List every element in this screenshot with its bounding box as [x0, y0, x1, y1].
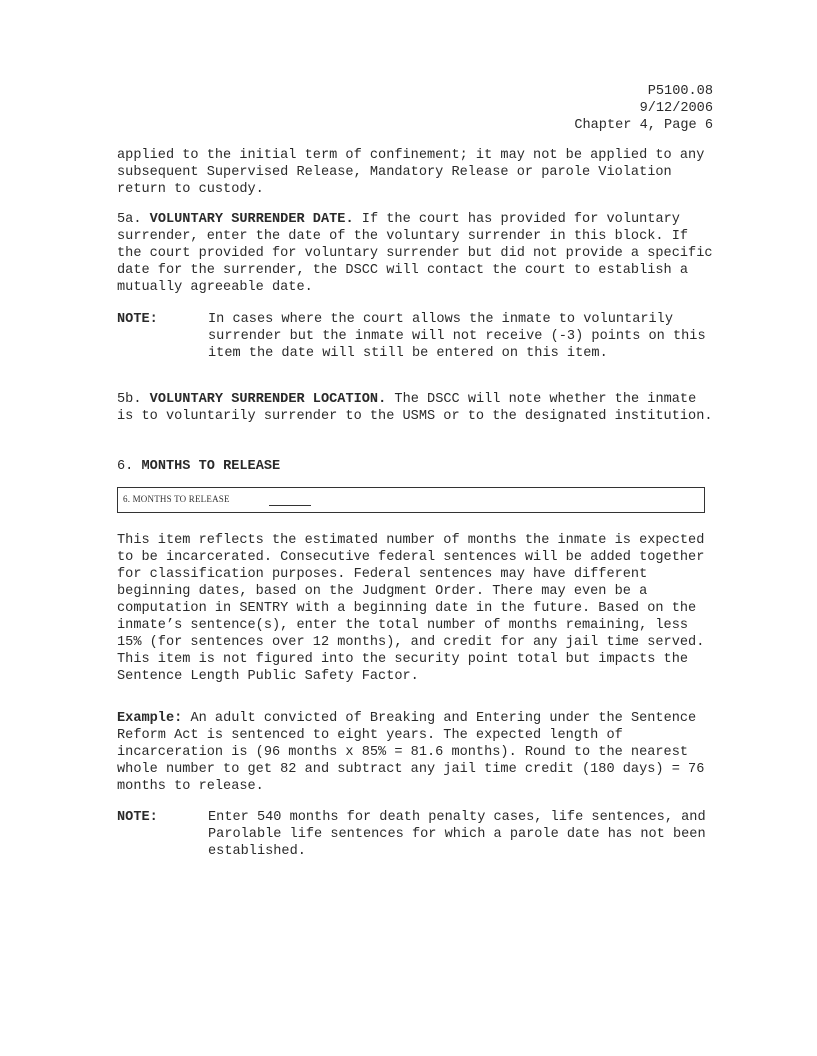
- section-6-paragraph: This item reflects the estimated number of months the inmate is expected to be incarcerated. Consecutive federal sentences will be added together for classification purposes. Federal sentences may have different beginning dates, based on the Judgment Order. There may even be a computation in SENTRY with a beginning date in the future. Based on the inmate’s sentence(s), enter the total number of months remaining, less 15% (for sentences over 12 months), and credit for any jail time served. This item is not figured into the security point total but impacts the Sentence Length Public Safety Factor.: [117, 533, 705, 684]
- section-5a-number: 5a.: [117, 212, 142, 227]
- section-5a-text: If the court has provided for voluntary surrender, enter the date of the voluntary surrender in this block. If the court provided for voluntary surrender but did not provide a specific date for the surrender, the DSCC will contact the court to establish a mutually agreeable date.: [117, 212, 713, 295]
- intro-paragraph: applied to the initial term of confinement; it may not be applied to any subsequent Supervised Release, Mandatory Release or parole Violation return to custody.: [117, 148, 705, 197]
- page-header: [574, 83, 713, 134]
- note-2-text: Enter 540 months for death penalty cases, life sentences, and Parolable life sentences for which a parole date has not been established.: [208, 810, 706, 859]
- section-5b-text: The DSCC will note whether the inmate is to voluntarily surrender to the USMS or to the designated institution.: [117, 392, 713, 424]
- doc-number: P5100.08: [647, 84, 713, 99]
- section-5a-paragraph: [117, 211, 717, 296]
- section-6-heading: [117, 458, 717, 475]
- example-label: Example:: [117, 711, 183, 726]
- section-5b-paragraph: [117, 391, 717, 425]
- section-5b-number: 5b.: [117, 392, 142, 407]
- example-text: An adult convicted of Breaking and Entering under the Sentence Reform Act is sentenced to eight years. The expected length of incarceration is (96 months x 85% = 81.6 months). Round to the nearest whole number to get 82 and subtract any jail time credit (180 days) = 76 months to release.: [117, 711, 705, 794]
- section-5b-title: VOLUNTARY SURRENDER LOCATION.: [149, 392, 387, 407]
- section-5a-title: VOLUNTARY SURRENDER DATE.: [149, 212, 354, 227]
- months-to-release-form-box: [117, 487, 705, 513]
- example-paragraph: [117, 710, 717, 795]
- chapter-page: Chapter 4, Page 6: [574, 118, 713, 133]
- section-6-number: 6.: [117, 459, 134, 474]
- note-1-text: In cases where the court allows the inmate to voluntarily surrender but the inmate will not receive (-3) points on this item the date will still be entered on this item.: [208, 312, 706, 361]
- note-2-label: NOTE:: [117, 810, 158, 825]
- section-6-title: MONTHS TO RELEASE: [141, 459, 281, 474]
- note-1-label: NOTE:: [117, 312, 158, 327]
- doc-date: 9/12/2006: [639, 101, 713, 116]
- form-blank-line: [269, 505, 311, 506]
- form-field-label: 6. MONTHS TO RELEASE: [123, 494, 230, 504]
